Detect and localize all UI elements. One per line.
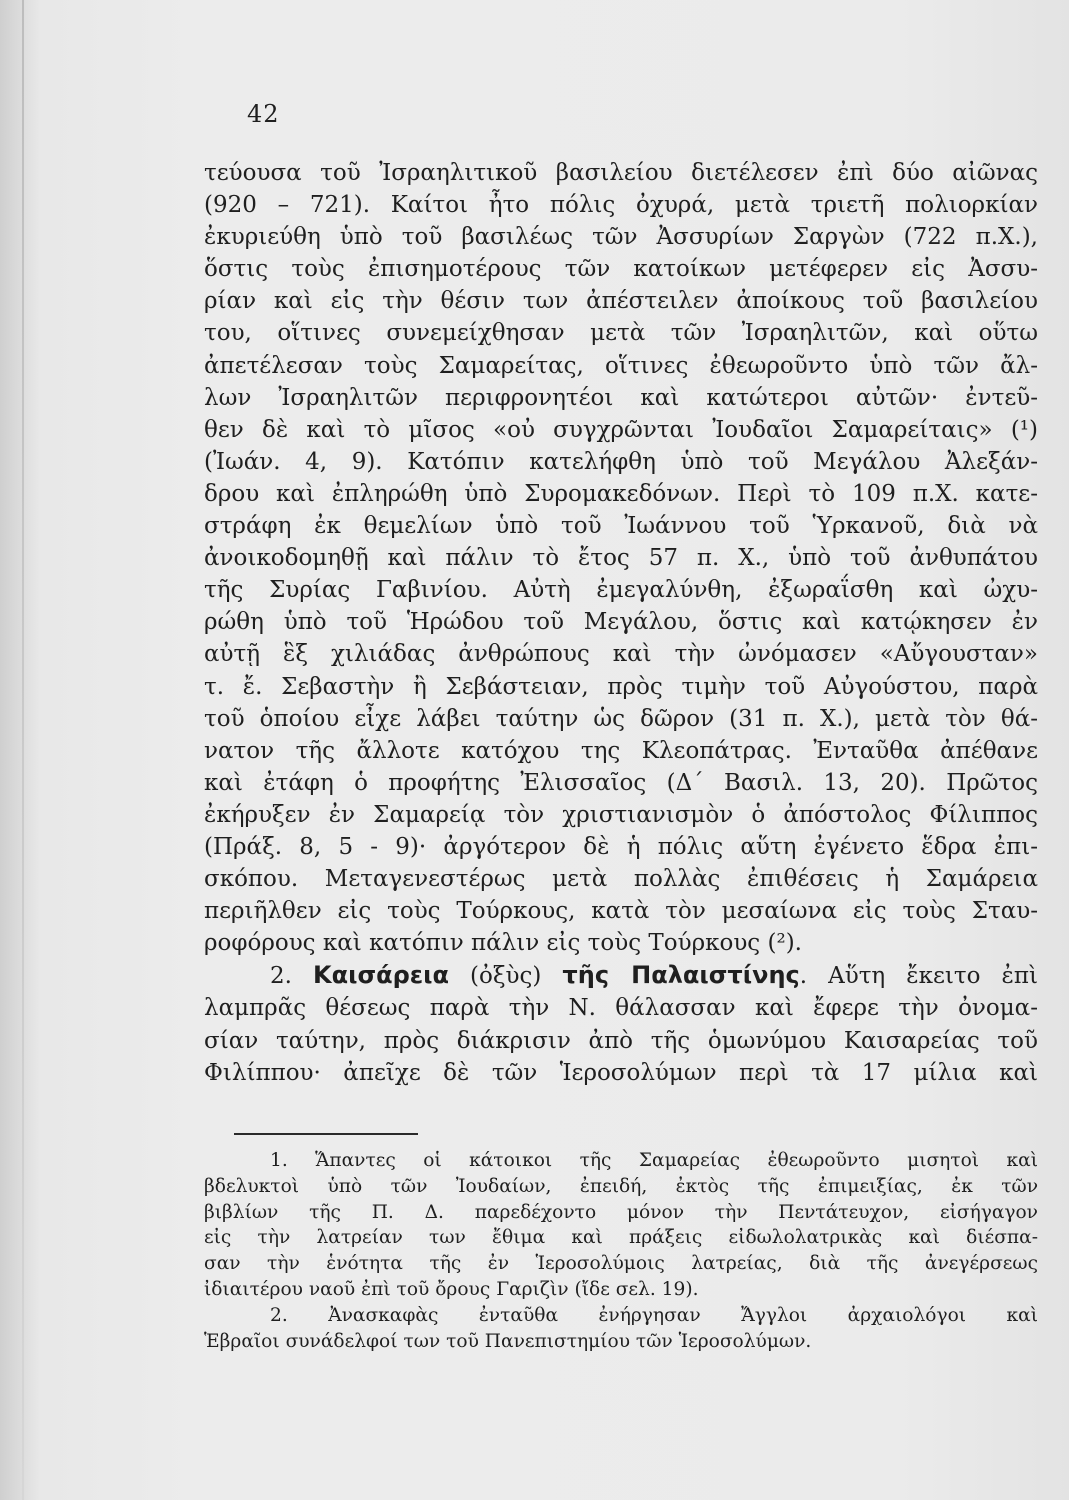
body-line: καὶ ἐτάφη ὁ προφήτης Ἐλισσαῖος (Δ΄ Βασιλ. 13, 20). Πρῶτος [204,769,1038,796]
footnote-line: σαν τὴν ἑνότητα τῆς ἐν Ἱεροσολύμοις λατρείας, διὰ τῆς ἀνεγέρσεως [204,1253,1038,1275]
body-line: στράφη ἐκ θεμελίων ὑπὸ τοῦ Ἰωάννου τοῦ Ὑρκανοῦ, διὰ νὰ [204,513,1038,540]
section-title-parenthetical: (ὀξὺς) [470,963,542,990]
footnote-separator [234,1133,418,1135]
body-line: ρίαν καὶ εἰς τὴν θέσιν των ἀπέστειλεν ἀποίκους τοῦ βασιλείου [204,288,1038,315]
body-line: θεν δὲ καὶ τὸ μῖσος «οὐ συγχρῶνται Ἰουδαῖοι Σαμαρείταις» (¹) [204,416,1038,443]
body-line: (Ἰωάν. 4, 9). Κατόπιν κατελήφθη ὑπὸ τοῦ Μεγάλου Ἀλεξάν- [204,448,1038,475]
body-line: σκόπου. Μεταγενεστέρως μετὰ πολλὰς ἐπιθέσεις ἡ Σαμάρεια [204,866,1038,893]
section-first-line-rest: . Αὕτη ἔκειτο ἐπὶ [799,963,1039,990]
body-line: δρου καὶ ἐπληρώθη ὑπὸ Συρομακεδόνων. Περὶ τὸ 109 π.Χ. κατε- [204,480,1038,507]
body-line: ὅστις τοὺς ἐπισημοτέρους τῶν κατοίκων μετέφερεν εἰς Ἀσσυ- [204,256,1038,283]
body-line: ἐκήρυξεν ἐν Σαμαρείᾳ τὸν χριστιανισμὸν ὁ ἀπόστολος Φίλιππος [204,801,1038,828]
body-line: (Πράξ. 8, 5 - 9)· ἀργότερον δὲ ἡ πόλις αὕτη ἐγένετο ἕδρα ἐπι- [204,833,1038,860]
footnote-line: βδελυκτοὶ ὑπὸ τῶν Ἰουδαίων, ἐπειδή, ἐκτὸς τῆς ἐπιμειξίας, ἐκ τῶν [204,1175,1038,1197]
footnote-line: βιβλίων τῆς Π. Δ. παρεδέχοντο μόνον τὴν Πεντάτευχον, εἰσήγαγον [204,1201,1038,1223]
footnotes [204,1148,1038,1354]
page-number: 42 [247,100,280,128]
body-line: αὐτῇ ἓξ χιλιάδας ἀνθρώπους καὶ τὴν ὠνόμασεν «Αὔγουσταν» [204,641,1038,668]
body-line: περιῆλθεν εἰς τοὺς Τούρκους, κατὰ τὸν μεσαίωνα εἰς τοὺς Σταυ- [204,898,1038,925]
body-line: ροφόρους καὶ κατόπιν πάλιν εἰς τοὺς Τούρκους (²). [204,930,802,957]
body-line: ἐκυριεύθη ὑπὸ τοῦ βασιλέως τῶν Ἀσσυρίων Σαργὼν (722 π.Χ.), [204,224,1038,251]
body-line: του, οἵτινες συνεμείχθησαν μετὰ τῶν Ἰσραηλιτῶν, καὶ οὕτω [204,320,1038,347]
body-line: τοῦ ὁποίου εἶχε λάβει ταύτην ὡς δῶρον (31 π. Χ.), μετὰ τὸν θά- [204,705,1038,732]
body-line: ἀπετέλεσαν τοὺς Σαμαρείτας, οἵτινες ἐθεωροῦντο ὑπὸ τῶν ἄλ- [204,352,1038,379]
main-body-text [204,157,1038,1089]
page-edge-shadow [22,0,24,1500]
body-line: τῆς Συρίας Γαβινίου. Αὐτὴ ἐμεγαλύνθη, ἐξωραΐσθη καὶ ὠχυ- [204,577,1038,604]
body-line: τ. ἔ. Σεβαστὴν ἢ Σεβάστειαν, πρὸς τιμὴν τοῦ Αὐγούστου, παρὰ [204,673,1038,700]
section-title: Καισάρεια [313,961,449,990]
footnote-line: Ἑβραῖοι συνάδελφοί των τοῦ Πανεπιστημίου τῶν Ἱεροσολύμων. [204,1330,812,1352]
body-line: ἀνοικοδομηθῇ καὶ πάλιν τὸ ἔτος 57 π. Χ., ὑπὸ τοῦ ἀνθυπάτου [204,545,1038,572]
section-title-continued: τῆς Παλαιστίνης [562,961,800,990]
footnote-line: 2. Ἀνασκαφὰς ἐνταῦθα ἐνήργησαν Ἄγγλοι ἀρχαιολόγοι καὶ [270,1304,1038,1326]
section-heading-line [204,959,1038,992]
body-line: Φιλίππου· ἀπεῖχε δὲ τῶν Ἱεροσολύμων περὶ τὰ 17 μίλια καὶ [204,1059,1038,1086]
footnote-line: εἰς τὴν λατρείαν των ἔθιμα καὶ πράξεις εἰδωλολατρικὰς καὶ διέσπα- [204,1227,1038,1249]
body-line: σίαν ταύτην, πρὸς διάκρισιν ἀπὸ τῆς ὁμωνύμου Καισαρείας τοῦ [204,1027,1038,1054]
body-line: λων Ἰσραηλιτῶν περιφρονητέοι καὶ κατώτεροι αὐτῶν· ἐντεῦ- [204,384,1038,411]
section-number: 2. [270,963,292,990]
footnote-line: 1. Ἅπαντες οἱ κάτοικοι τῆς Σαμαρείας ἐθεωροῦντο μισητοὶ καὶ [270,1150,1038,1171]
footnote-line: ἰδιαιτέρου ναοῦ ἐπὶ τοῦ ὄρους Γαριζὶν (ἴδε σελ. 19). [204,1278,699,1300]
body-line: ρώθη ὑπὸ τοῦ Ἡρώδου τοῦ Μεγάλου, ὅστις καὶ κατῴκησεν ἐν [204,609,1038,636]
body-line: νατον τῆς ἄλλοτε κατόχου της Κλεοπάτρας. Ἐνταῦθα ἀπέθανε [204,737,1038,764]
body-line: (920 – 721). Καίτοι ἦτο πόλις ὀχυρά, μετὰ τριετῆ πολιορκίαν [204,192,1038,219]
body-line: τεύουσα τοῦ Ἰσραηλιτικοῦ βασιλείου διετέλεσεν ἐπὶ δύο αἰῶνας [204,160,1038,186]
body-line: λαμπρᾶς θέσεως παρὰ τὴν Ν. θάλασσαν καὶ ἔφερε τὴν ὀνομα- [204,995,1038,1022]
